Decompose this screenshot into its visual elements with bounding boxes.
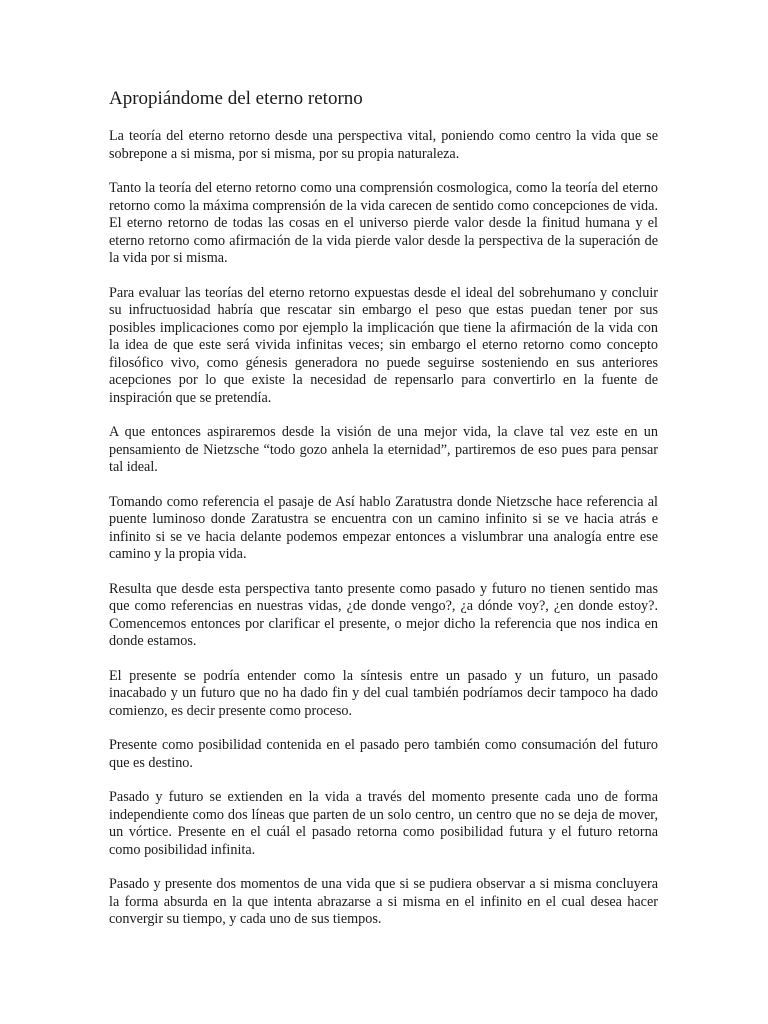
paragraph-5: Tomando como referencia el pasaje de Así hablo Zaratustra donde Nietzsche hace referencia al puente luminoso donde Zaratustra se encuentra con un camino infinito si se ve hacia atrás e infinito si se ve hacia delante podemos empezar entonces a vislumbrar una analogía entre ese camino y la propia vida. [109,493,658,562]
paragraph-1: La teoría del eterno retorno desde una perspectiva vital, poniendo como centro la vida que se sobrepone a si misma, por si misma, por su propia naturaleza. [109,128,658,162]
paragraph-3: Para evaluar las teorías del eterno retorno expuestas desde el ideal del sobrehumano y concluir su infructuosidad habría que rescatar sin embargo el peso que estas puedan tener por sus posibles implicaciones como por ejemplo la implicación que tiene la afirmación de la vida con la idea de que este será vivida infinitas veces; sin embargo el eterno retorno como concepto filosófico vivo, como génesis generadora no puede seguirse sosteniendo en sus anteriores acepciones por lo que existe la necesidad de repensarlo para convertirlo en la fuente de inspiración que se pretendía. [109,284,658,406]
document-body [109,86,658,946]
paragraph-4: A que entonces aspiraremos desde la visión de una mejor vida, la clave tal vez este en un pensamiento de Nietzsche “todo gozo anhela la eternidad”, partiremos de eso pues para pensar tal ideal. [109,424,658,475]
paragraph-9: Pasado y futuro se extienden en la vida a través del momento presente cada uno de forma independiente como dos líneas que parten de un solo centro, un centro que no se deja de mover, un vórtice. Presente en el cuál el pasado retorna como posibilidad futura y el futuro retorna como posibilidad infinita. [109,789,658,858]
document-title: Apropiándome del eterno retorno [109,88,363,109]
paragraph-6: Resulta que desde esta perspectiva tanto presente como pasado y futuro no tienen sentido mas que como referencias en nuestras vidas, ¿de donde vengo?, ¿a dónde voy?, ¿en donde estoy?. Comencemos entonces por clarificar el presente, o mejor dicho la referencia que nos indica en donde estamos. [109,580,658,649]
paragraph-8: Presente como posibilidad contenida en el pasado pero también como consumación del futuro que es destino. [109,737,658,771]
paragraph-10: Pasado y presente dos momentos de una vida que si se pudiera observar a si misma concluyera la forma absurda en la que intenta abrazarse a si misma en el infinito en el cual desea hacer convergir su tiempo, y cada uno de sus tiempos. [109,876,658,927]
paragraph-2: Tanto la teoría del eterno retorno como una comprensión cosmologica, como la teoría del eterno retorno como la máxima comprensión de la vida carecen de sentido como concepciones de vida. El eterno retorno de todas las cosas en el universo pierde valor desde la finitud humana y el eterno retorno como afirmación de la vida pierde valor desde la perspectiva de la superación de la vida por si misma. [109,180,658,266]
paragraph-7: El presente se podría entender como la síntesis entre un pasado y un futuro, un pasado inacabado y un futuro que no ha dado fin y del cual también podríamos decir tampoco ha dado comienzo, es decir presente como proceso. [109,667,658,719]
